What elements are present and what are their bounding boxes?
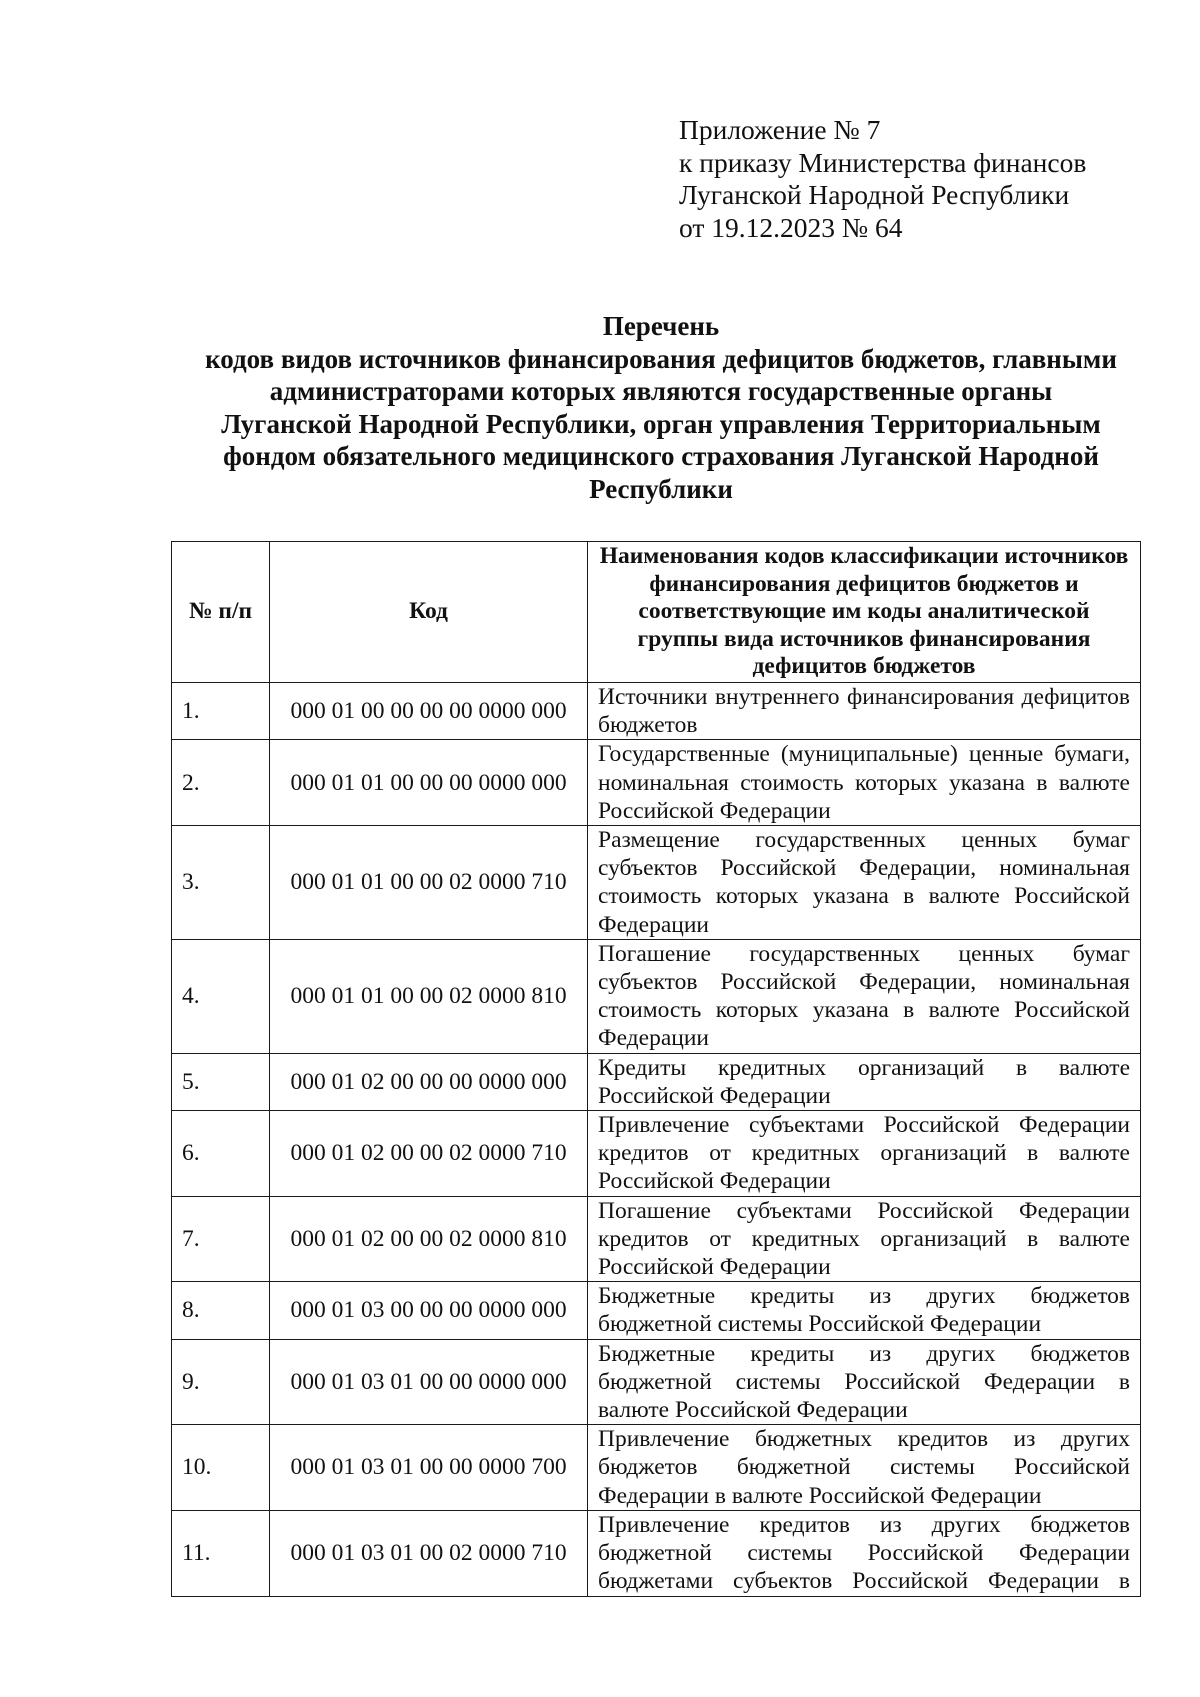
annex-block: [679, 114, 1086, 244]
table-row: [172, 740, 1141, 826]
annex-republic: Луганской Народной Республики: [679, 179, 1070, 210]
table-header-row: [172, 542, 1141, 683]
row-num: 11.: [172, 1510, 270, 1596]
title-line: администраторами которых являются государственные органы: [269, 376, 1053, 407]
row-code: 000 01 02 00 00 02 0000 710: [270, 1111, 588, 1197]
row-num: 9.: [172, 1339, 270, 1425]
title-line: фондом обязательного медицинского страхования Луганской Народной: [223, 441, 1099, 472]
row-code: 000 01 03 01 00 00 0000 700: [270, 1425, 588, 1511]
row-code: 000 01 01 00 00 02 0000 710: [270, 826, 588, 940]
title-line: Луганской Народной Республики, орган управления Территориальным: [221, 408, 1101, 439]
row-code: 000 01 00 00 00 00 0000 000: [270, 683, 588, 740]
row-code: 000 01 02 00 00 02 0000 810: [270, 1196, 588, 1282]
table-row: [172, 1339, 1141, 1425]
table-row: [172, 1111, 1141, 1197]
row-name: Погашение субъектами Российской Федерации кредитов от кредитных организаций в валюте Российской Федерации: [588, 1196, 1141, 1282]
row-num: 3.: [172, 826, 270, 940]
title-heading: Перечень: [602, 311, 720, 341]
row-name: Погашение государственных ценных бумаг субъектов Российской Федерации, номинальная стоимость которых указана в валюте Российской Федерации: [588, 939, 1141, 1053]
table-row: [172, 939, 1141, 1053]
table-row: [172, 1053, 1141, 1110]
row-code: 000 01 03 01 00 00 0000 000: [270, 1339, 588, 1425]
row-name: Источники внутреннего финансирования дефицитов бюджетов: [588, 683, 1141, 740]
row-code: 000 01 03 00 00 00 0000 000: [270, 1282, 588, 1339]
row-name: Привлечение субъектами Российской Федерации кредитов от кредитных организаций в валюте Российской Федерации: [588, 1111, 1141, 1197]
row-name: Привлечение бюджетных кредитов из других бюджетов бюджетной системы Российской Федерации в валюте Российской Федерации: [588, 1425, 1141, 1511]
document-title: [168, 310, 1154, 506]
row-num: 10.: [172, 1425, 270, 1511]
table-row: [172, 1282, 1141, 1339]
annex-order-ref: к приказу Министерства финансов: [679, 146, 1087, 178]
row-num: 7.: [172, 1196, 270, 1282]
row-name: Бюджетные кредиты из других бюджетов бюджетной системы Российской Федерации: [588, 1282, 1141, 1339]
row-num: 4.: [172, 939, 270, 1053]
table-row: [172, 1510, 1141, 1596]
codes-table: [171, 541, 1141, 1597]
row-num: 6.: [172, 1111, 270, 1197]
table-row: [172, 826, 1141, 940]
row-name: Бюджетные кредиты из других бюджетов бюджетной системы Российской Федерации в валюте Российской Федерации: [588, 1339, 1141, 1425]
header-code: Код: [270, 542, 588, 683]
row-code: 000 01 01 00 00 02 0000 810: [270, 939, 588, 1053]
table-row: [172, 1425, 1141, 1511]
row-code: 000 01 03 01 00 02 0000 710: [270, 1510, 588, 1596]
row-name: Кредиты кредитных организаций в валюте Российской Федерации: [588, 1053, 1141, 1110]
row-num: 2.: [172, 740, 270, 826]
title-line: Республики: [589, 473, 733, 504]
table-row: [172, 683, 1141, 740]
row-num: 1.: [172, 683, 270, 740]
table-row: [172, 1196, 1141, 1282]
header-name: Наименования кодов классификации источников финансирования дефицитов бюджетов и соответствующие им коды аналитической группы вида источников финансирования дефицитов бюджетов: [588, 542, 1141, 683]
title-line: кодов видов источников финансирования дефицитов бюджетов, главными: [205, 343, 1117, 374]
annex-number: Приложение № 7: [679, 114, 881, 145]
row-name: Размещение государственных ценных бумаг субъектов Российской Федерации, номинальная стоимость которых указана в валюте Российской Федерации: [588, 826, 1141, 940]
row-name: Государственные (муниципальные) ценные бумаги, номинальная стоимость которых указана в валюте Российской Федерации: [588, 740, 1141, 826]
annex-date: от 19.12.2023 № 64: [679, 211, 903, 243]
row-code: 000 01 02 00 00 00 0000 000: [270, 1053, 588, 1110]
row-code: 000 01 01 00 00 00 0000 000: [270, 740, 588, 826]
row-name: Привлечение кредитов из других бюджетов бюджетной системы Российской Федерации бюджетами субъектов Российской Федерации в: [588, 1510, 1141, 1596]
row-num: 5.: [172, 1053, 270, 1110]
header-num: № п/п: [172, 542, 270, 683]
row-num: 8.: [172, 1282, 270, 1339]
